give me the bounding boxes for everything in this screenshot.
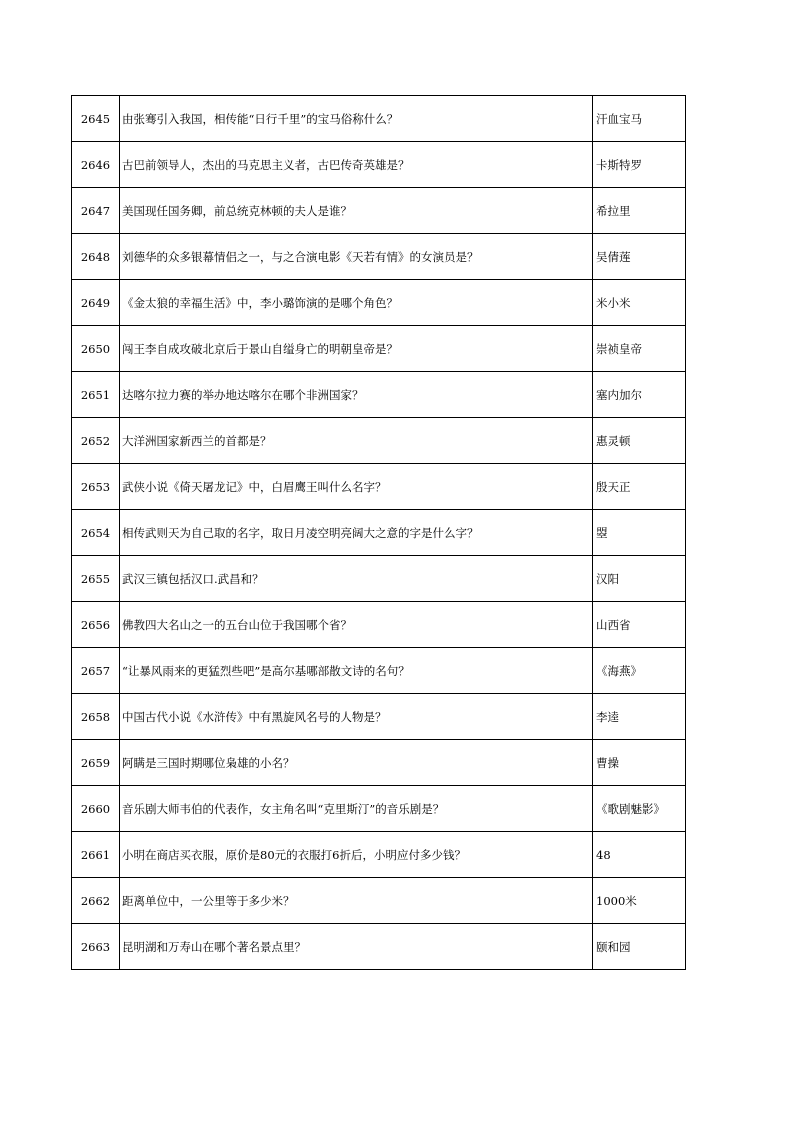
question-cell: 由张骞引入我国，相传能“日行千里”的宝马俗称什么？: [120, 96, 593, 142]
question-cell: 古巴前领导人，杰出的马克思主义者，古巴传奇英雄是？: [120, 142, 593, 188]
question-cell: 武汉三镇包括汉口.武昌和？: [120, 556, 593, 602]
table-row: [72, 510, 686, 556]
answer-cell: 塞内加尔: [593, 372, 686, 418]
question-cell: “让暴风雨来的更猛烈些吧”是高尔基哪部散文诗的名句？: [120, 648, 593, 694]
table-row: [72, 234, 686, 280]
question-cell: 闯王李自成攻破北京后于景山自缢身亡的明朝皇帝是？: [120, 326, 593, 372]
question-cell: 距离单位中，一公里等于多少米？: [120, 878, 593, 924]
table-row: [72, 924, 686, 970]
question-cell: 武侠小说《倚天屠龙记》中，白眉鹰王叫什么名字？: [120, 464, 593, 510]
answer-cell: 李逵: [593, 694, 686, 740]
table-row: [72, 832, 686, 878]
row-number: 2661: [72, 832, 120, 878]
answer-cell: 山西省: [593, 602, 686, 648]
qa-table-body: [72, 96, 686, 970]
row-number: 2655: [72, 556, 120, 602]
row-number: 2650: [72, 326, 120, 372]
row-number: 2660: [72, 786, 120, 832]
row-number: 2645: [72, 96, 120, 142]
row-number: 2647: [72, 188, 120, 234]
table-row: [72, 878, 686, 924]
table-row: [72, 602, 686, 648]
table-row: [72, 556, 686, 602]
table-row: [72, 694, 686, 740]
answer-cell: 米小米: [593, 280, 686, 326]
answer-cell: 1000米: [593, 878, 686, 924]
row-number: 2652: [72, 418, 120, 464]
table-row: [72, 188, 686, 234]
answer-cell: 崇祯皇帝: [593, 326, 686, 372]
row-number: 2656: [72, 602, 120, 648]
table-row: [72, 280, 686, 326]
row-number: 2657: [72, 648, 120, 694]
row-number: 2662: [72, 878, 120, 924]
answer-cell: 卡斯特罗: [593, 142, 686, 188]
table-row: [72, 326, 686, 372]
question-cell: 音乐剧大师韦伯的代表作，女主角名叫“克里斯汀”的音乐剧是？: [120, 786, 593, 832]
question-cell: 刘德华的众多银幕情侣之一，与之合演电影《天若有情》的女演员是？: [120, 234, 593, 280]
table-row: [72, 740, 686, 786]
answer-cell: 《海燕》: [593, 648, 686, 694]
question-cell: 佛教四大名山之一的五台山位于我国哪个省？: [120, 602, 593, 648]
row-number: 2653: [72, 464, 120, 510]
question-cell: 美国现任国务卿，前总统克林顿的夫人是谁？: [120, 188, 593, 234]
question-cell: 相传武则天为自己取的名字，取日月凌空明亮阔大之意的字是什么字？: [120, 510, 593, 556]
row-number: 2663: [72, 924, 120, 970]
table-row: [72, 142, 686, 188]
table-row: [72, 418, 686, 464]
question-cell: 中国古代小说《水浒传》中有黑旋风名号的人物是？: [120, 694, 593, 740]
row-number: 2649: [72, 280, 120, 326]
qa-table: [71, 95, 686, 970]
table-row: [72, 464, 686, 510]
table-row: [72, 648, 686, 694]
question-cell: 小明在商店买衣服，原价是80元的衣服打6折后，小明应付多少钱？: [120, 832, 593, 878]
row-number: 2658: [72, 694, 120, 740]
answer-cell: 曌: [593, 510, 686, 556]
row-number: 2648: [72, 234, 120, 280]
table-row: [72, 786, 686, 832]
row-number: 2654: [72, 510, 120, 556]
answer-cell: 希拉里: [593, 188, 686, 234]
row-number: 2646: [72, 142, 120, 188]
answer-cell: 《歌剧魅影》: [593, 786, 686, 832]
answer-cell: 汉阳: [593, 556, 686, 602]
answer-cell: 惠灵顿: [593, 418, 686, 464]
answer-cell: 48: [593, 832, 686, 878]
answer-cell: 曹操: [593, 740, 686, 786]
row-number: 2659: [72, 740, 120, 786]
answer-cell: 颐和园: [593, 924, 686, 970]
question-cell: 达喀尔拉力赛的举办地达喀尔在哪个非洲国家？: [120, 372, 593, 418]
question-cell: 昆明湖和万寿山在哪个著名景点里？: [120, 924, 593, 970]
table-row: [72, 96, 686, 142]
question-cell: 阿瞒是三国时期哪位枭雄的小名？: [120, 740, 593, 786]
question-cell: 《金太狼的幸福生活》中，李小璐饰演的是哪个角色？: [120, 280, 593, 326]
question-cell: 大洋洲国家新西兰的首都是？: [120, 418, 593, 464]
answer-cell: 汗血宝马: [593, 96, 686, 142]
answer-cell: 殷天正: [593, 464, 686, 510]
row-number: 2651: [72, 372, 120, 418]
table-row: [72, 372, 686, 418]
answer-cell: 吴倩莲: [593, 234, 686, 280]
